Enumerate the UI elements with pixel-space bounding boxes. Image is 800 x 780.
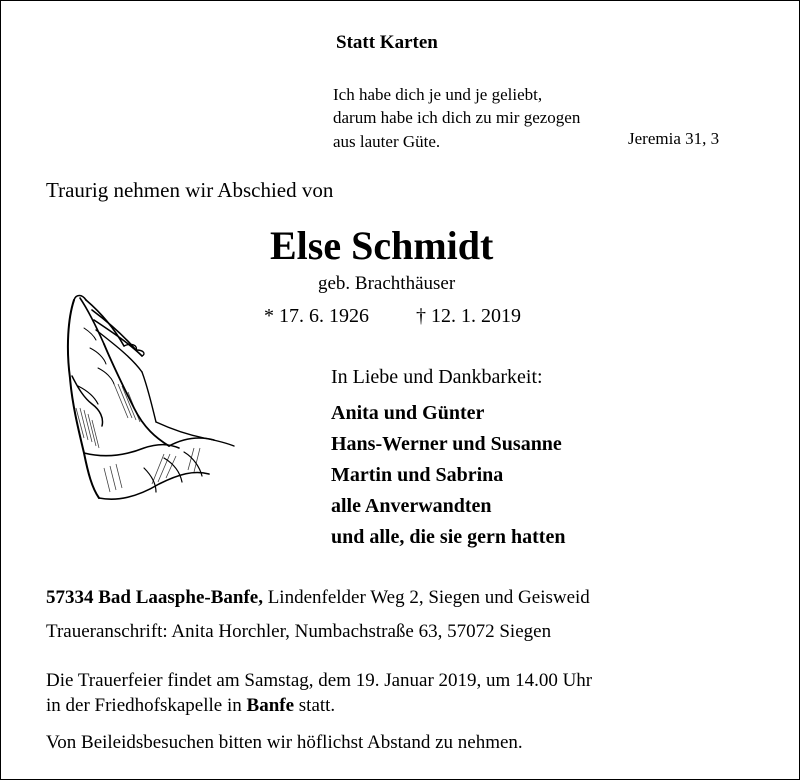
mourner-name: alle Anverwandten	[331, 495, 492, 517]
service-line-2-prefix: in der Friedhofskapelle in	[46, 695, 242, 716]
mourner-name: Hans-Werner und Susanne	[331, 433, 562, 455]
statt-karten-heading: Statt Karten	[336, 32, 438, 53]
birth-date: * 17. 6. 1926	[264, 305, 369, 327]
mourners-intro: In Liebe und Dankbarkeit:	[331, 366, 543, 388]
birth-name: geb. Brachthäuser	[318, 273, 456, 294]
address-line	[46, 587, 590, 609]
praying-hands-icon	[44, 288, 244, 508]
deceased-name: Else Schmidt	[270, 223, 494, 268]
verse-line: darum habe ich dich zu mir gezogen	[333, 108, 581, 127]
service-place: Banfe	[246, 695, 295, 716]
mourner-name: Martin und Sabrina	[331, 464, 504, 486]
service-line-2-suffix: statt.	[298, 695, 336, 716]
verse-line: Ich habe dich je und je geliebt,	[333, 85, 543, 104]
condolence-address: Traueranschrift: Anita Horchler, Numbachstraße 63, 57072 Siegen	[46, 621, 552, 642]
mourner-name: Anita und Günter	[331, 402, 485, 424]
service-line-2	[46, 695, 335, 717]
verse-line: aus lauter Güte.	[333, 132, 441, 151]
address-place: 57334 Bad Laasphe-Banfe,	[46, 587, 263, 608]
address-street: Lindenfelder Weg 2, Siegen und Geisweid	[267, 587, 590, 608]
death-date: † 12. 1. 2019	[416, 305, 521, 327]
service-line-1: Die Trauerfeier findet am Samstag, dem 19. Januar 2019, um 14.00 Uhr	[46, 670, 593, 691]
verse-reference: Jeremia 31, 3	[628, 129, 720, 148]
mourner-name: und alle, die sie gern hatten	[331, 526, 566, 548]
service-line-3: Von Beileidsbesuchen bitten wir höflichst Abstand zu nehmen.	[46, 732, 523, 753]
intro-text: Traurig nehmen wir Abschied von	[46, 178, 334, 202]
